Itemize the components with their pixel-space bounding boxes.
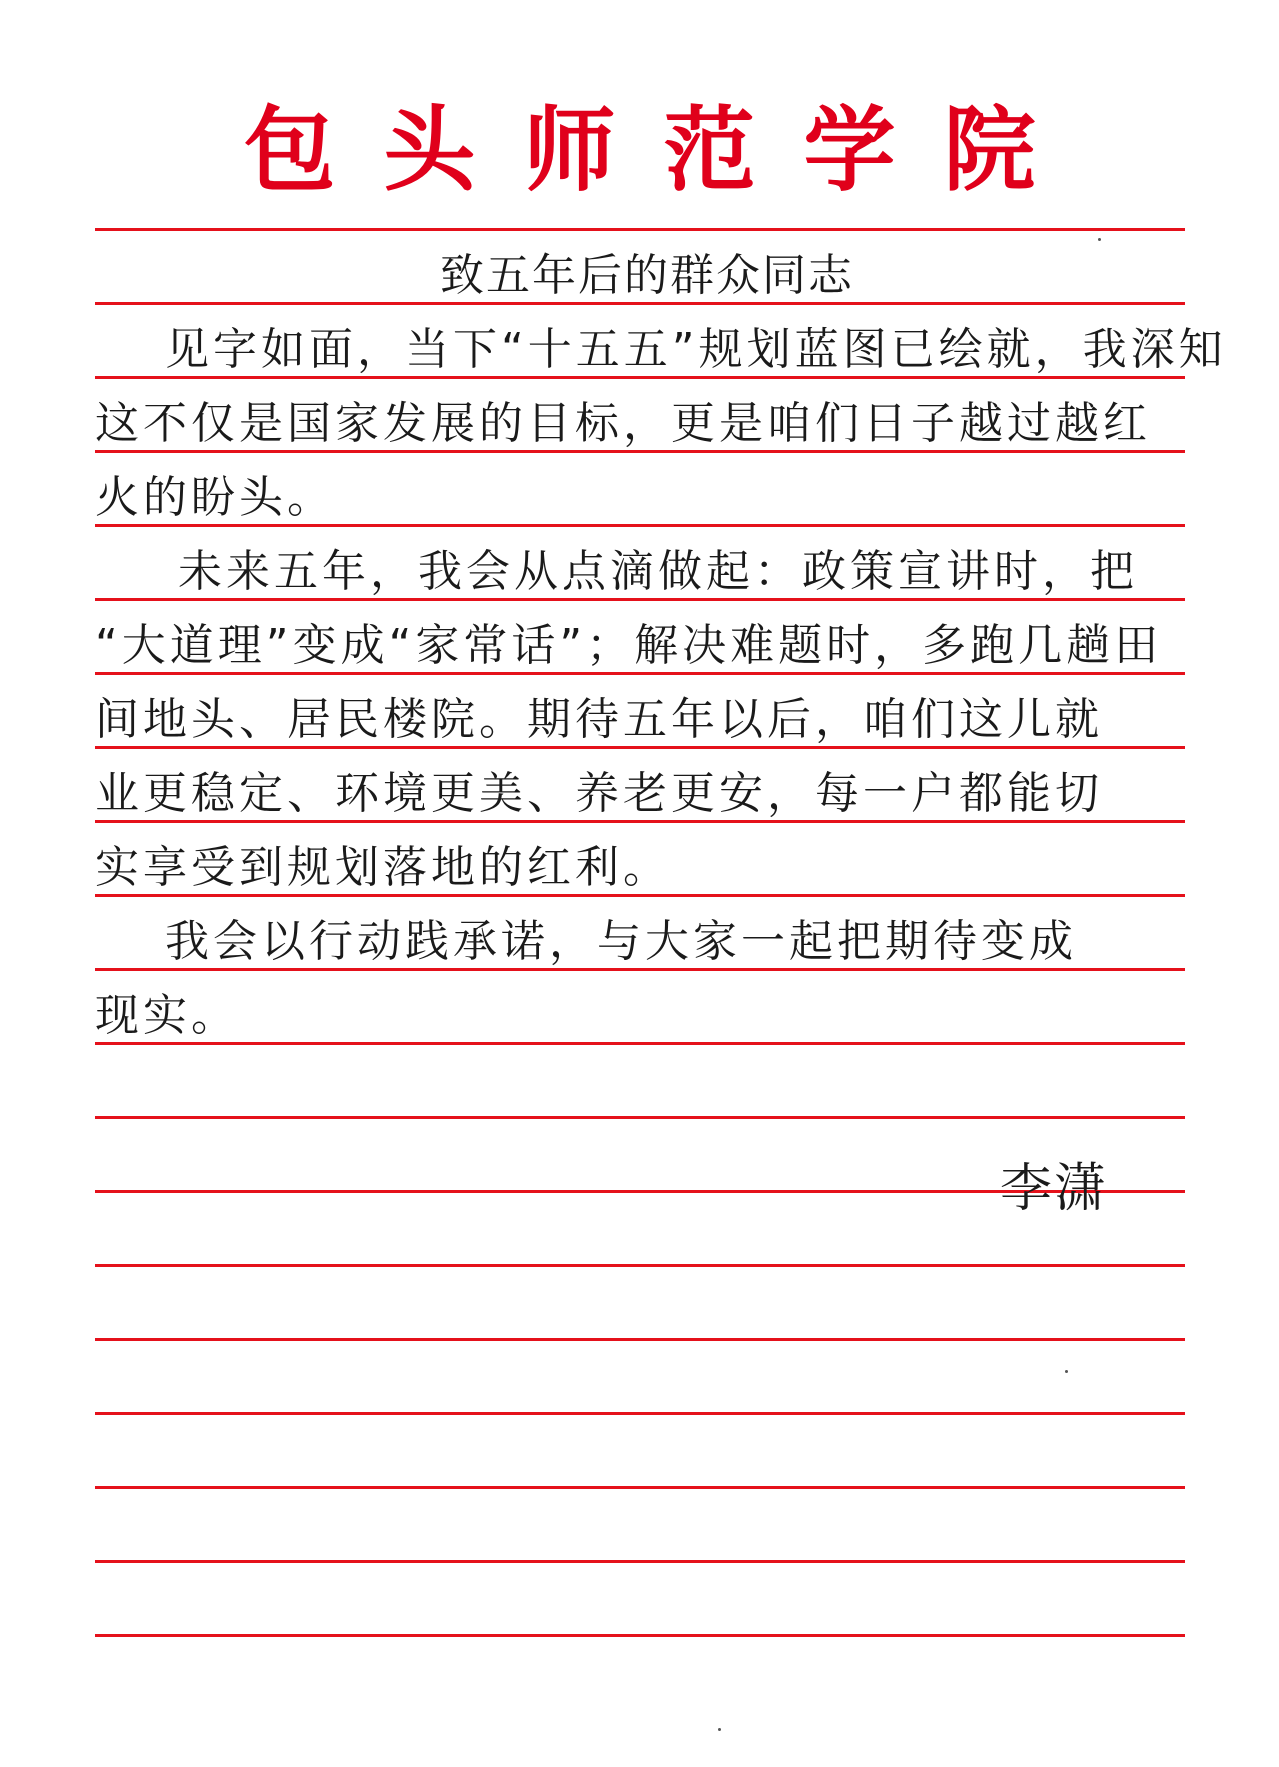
ruled-line [95,1412,1185,1415]
ruled-line [95,1338,1185,1341]
signature: 李潇 [1000,1159,1109,1219]
ruled-line [95,1264,1185,1267]
greeting-line: 致五年后的群众同志 [440,250,854,301]
ruled-line [95,450,1185,453]
ruled-line [95,1042,1185,1045]
body-line: 未来五年，我会从点滴做起：政策宣讲时，把 [178,546,1138,597]
ruled-line [95,1116,1185,1119]
paper-speck [718,1728,721,1731]
ruled-line [95,746,1185,749]
paper-speck [1065,1370,1068,1373]
ruled-line [95,1560,1185,1563]
paper-speck [1098,238,1101,241]
body-line: 我会以行动践承诺，与大家一起把期待变成 [165,916,1077,967]
body-line: 现实。 [95,990,239,1041]
body-line: 实享受到规划落地的红利。 [95,842,671,893]
ruled-line [95,524,1185,527]
ruled-line [95,376,1185,379]
body-line: 间地头、居民楼院。期待五年以后，咱们这儿就 [95,694,1103,745]
ruled-line [95,302,1185,305]
letterhead-title: 包头师范学院 [243,96,1084,204]
body-line: 这不仅是国家发展的目标，更是咱们日子越过越红 [95,398,1151,449]
ruled-line [95,228,1185,231]
body-line: 见字如面，当下“十五五”规划蓝图已绘就，我深知 [165,324,1227,375]
body-line: 火的盼头。 [95,472,335,523]
ruled-line [95,820,1185,823]
body-line: 业更稳定、环境更美、养老更安，每一户都能切 [95,768,1103,819]
ruled-line [95,1634,1185,1637]
ruled-line [95,1486,1185,1489]
ruled-line [95,598,1185,601]
ruled-line [95,968,1185,971]
body-line: “大道理”变成“家常话”；解决难题时，多跑几趟田 [95,620,1163,671]
ruled-line [95,672,1185,675]
ruled-line [95,894,1185,897]
